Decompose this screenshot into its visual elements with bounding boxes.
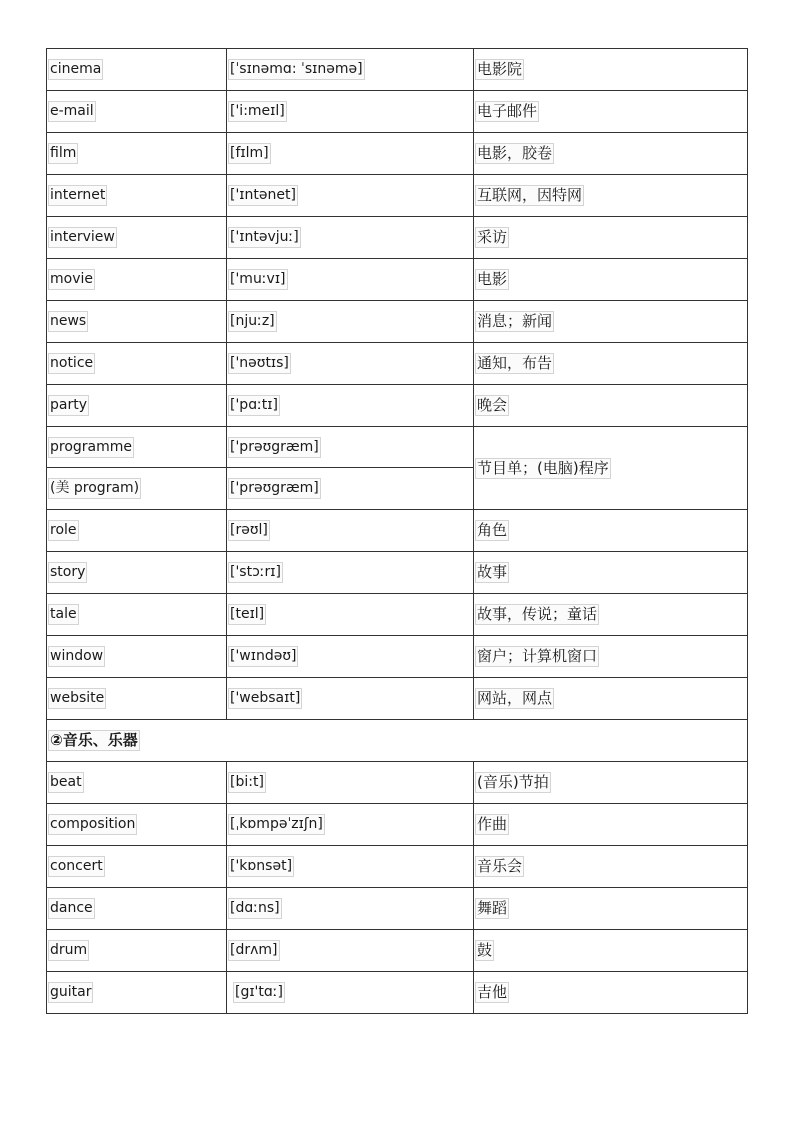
word-text: cinema	[48, 59, 103, 80]
word-cell	[47, 636, 227, 678]
phonetic-text: ['wɪndəʊ]	[228, 646, 298, 667]
section-header-cell	[47, 720, 748, 762]
word-text: website	[48, 688, 106, 709]
meaning-cell-merged	[474, 427, 748, 510]
phonetic-text: ['muːvɪ]	[228, 269, 288, 290]
meaning-text: 采访	[477, 228, 508, 246]
word-text: film	[48, 143, 78, 164]
word-cell	[47, 217, 227, 259]
meaning-text: 电影院	[477, 60, 523, 78]
word-cell	[47, 175, 227, 217]
table-row	[47, 594, 748, 636]
phonetic-text: ['nəʊtɪs]	[228, 353, 291, 374]
table-row	[47, 636, 748, 678]
word-text: dance	[48, 898, 95, 919]
word-cell	[47, 552, 227, 594]
meaning-text: 节目单；(电脑)程序	[477, 458, 609, 477]
meaning-text: 电影，胶卷	[477, 144, 553, 162]
phonetic-cell	[227, 91, 474, 133]
meaning-text: 鼓	[477, 941, 493, 959]
meaning-text: 舞蹈	[477, 899, 508, 917]
meaning-cell	[474, 804, 748, 846]
table-row	[47, 301, 748, 343]
phonetic-text: [teɪl]	[228, 604, 266, 625]
phonetic-text: ['prəʊgræm]	[228, 478, 321, 499]
table-row	[47, 91, 748, 133]
phonetic-text: ['kɒnsət]	[228, 856, 294, 877]
phonetic-text: ['prəʊgræm]	[228, 437, 321, 458]
meaning-cell	[474, 217, 748, 259]
table-row	[47, 972, 748, 1014]
meaning-cell	[474, 91, 748, 133]
word-text: news	[48, 311, 88, 332]
table-row	[47, 175, 748, 217]
table-row	[47, 343, 748, 385]
word-cell	[47, 385, 227, 427]
section-header-row	[47, 720, 748, 762]
table-row	[47, 552, 748, 594]
word-text: role	[48, 520, 79, 541]
phonetic-text: ['pɑːtɪ]	[228, 395, 280, 416]
word-cell	[47, 259, 227, 301]
table-row	[47, 762, 748, 804]
meaning-cell	[474, 972, 748, 1014]
word-cell	[47, 594, 227, 636]
word-text: beat	[48, 772, 84, 793]
meaning-text: 作曲	[477, 815, 508, 833]
word-cell	[47, 49, 227, 91]
meaning-cell	[474, 636, 748, 678]
meaning-text: 角色	[477, 521, 508, 539]
meaning-text: 故事，传说；童话	[477, 605, 598, 623]
meaning-cell	[474, 343, 748, 385]
word-cell	[47, 678, 227, 720]
meaning-cell	[474, 385, 748, 427]
word-text: notice	[48, 353, 95, 374]
meaning-text: 故事	[477, 563, 508, 581]
phonetic-text: [gɪ'tɑː]	[233, 982, 285, 1003]
table-row	[47, 427, 748, 468]
table-row	[47, 133, 748, 175]
meaning-cell	[474, 594, 748, 636]
table-row	[47, 804, 748, 846]
phonetic-cell	[227, 343, 474, 385]
phonetic-text: ['websaɪt]	[228, 688, 302, 709]
phonetic-cell	[227, 385, 474, 427]
word-cell	[47, 91, 227, 133]
word-text: composition	[48, 814, 137, 835]
phonetic-cell	[227, 510, 474, 552]
vocabulary-table	[46, 48, 748, 1014]
word-cell	[47, 930, 227, 972]
meaning-text: 晚会	[477, 396, 508, 414]
phonetic-cell	[227, 468, 474, 510]
meaning-text: 吉他	[477, 983, 508, 1001]
word-cell	[47, 762, 227, 804]
meaning-cell	[474, 930, 748, 972]
section-title: ②音乐、乐器	[50, 731, 138, 749]
word-cell	[47, 427, 227, 468]
phonetic-cell	[227, 678, 474, 720]
meaning-cell	[474, 552, 748, 594]
word-cell	[47, 133, 227, 175]
meaning-cell	[474, 510, 748, 552]
phonetic-cell	[227, 972, 474, 1014]
meaning-text: (音乐)节拍	[477, 773, 549, 791]
meaning-text: 电影	[477, 270, 508, 288]
word-cell	[47, 846, 227, 888]
meaning-text: 窗户；计算机窗口	[477, 647, 598, 665]
phonetic-cell	[227, 427, 474, 468]
table-row	[47, 49, 748, 91]
phonetic-text: [ˌkɒmpəˈzɪʃn]	[228, 814, 325, 835]
phonetic-text: [fɪlm]	[228, 143, 271, 164]
word-text: programme	[48, 437, 134, 458]
table-row	[47, 259, 748, 301]
meaning-cell	[474, 888, 748, 930]
meaning-cell	[474, 762, 748, 804]
phonetic-cell	[227, 636, 474, 678]
phonetic-text: [dɑːns]	[228, 898, 282, 919]
phonetic-cell	[227, 217, 474, 259]
word-text: drum	[48, 940, 89, 961]
word-text: concert	[48, 856, 105, 877]
word-text: (美 program)	[48, 478, 141, 499]
phonetic-cell	[227, 133, 474, 175]
meaning-cell	[474, 259, 748, 301]
meaning-text: 电子邮件	[477, 102, 538, 120]
word-text: story	[48, 562, 87, 583]
phonetic-cell	[227, 930, 474, 972]
word-cell	[47, 804, 227, 846]
word-cell	[47, 301, 227, 343]
word-cell	[47, 468, 227, 510]
meaning-cell	[474, 846, 748, 888]
phonetic-cell	[227, 594, 474, 636]
phonetic-cell	[227, 762, 474, 804]
table-row	[47, 385, 748, 427]
table-row	[47, 510, 748, 552]
word-cell	[47, 343, 227, 385]
table-row	[47, 678, 748, 720]
phonetic-text: [rəʊl]	[228, 520, 270, 541]
phonetic-text: ['ɪntənet]	[228, 185, 298, 206]
meaning-text: 通知，布告	[477, 354, 553, 372]
table-row	[47, 846, 748, 888]
word-text: window	[48, 646, 105, 667]
phonetic-text: [bi:t]	[228, 772, 266, 793]
meaning-text: 网站，网点	[477, 689, 553, 707]
word-text: internet	[48, 185, 107, 206]
word-cell	[47, 972, 227, 1014]
word-cell	[47, 888, 227, 930]
word-text: e-mail	[48, 101, 96, 122]
meaning-text: 互联网，因特网	[477, 186, 583, 204]
phonetic-text: [ˈsɪnəmɑ: ˈsɪnəmə]	[228, 59, 365, 80]
meaning-cell	[474, 678, 748, 720]
meaning-text: 音乐会	[477, 857, 523, 875]
meaning-cell	[474, 49, 748, 91]
word-cell	[47, 510, 227, 552]
meaning-cell	[474, 301, 748, 343]
phonetic-cell	[227, 804, 474, 846]
word-text: party	[48, 395, 89, 416]
phonetic-cell	[227, 846, 474, 888]
word-text: movie	[48, 269, 95, 290]
phonetic-cell	[227, 259, 474, 301]
word-text: interview	[48, 227, 117, 248]
meaning-text: 消息；新闻	[477, 312, 553, 330]
phonetic-text: ['i:meɪl]	[228, 101, 287, 122]
table-row	[47, 888, 748, 930]
phonetic-text: [njuːz]	[228, 311, 277, 332]
phonetic-cell	[227, 301, 474, 343]
phonetic-text: ['stɔːrɪ]	[228, 562, 283, 583]
word-text: guitar	[48, 982, 93, 1003]
phonetic-cell	[227, 552, 474, 594]
phonetic-cell	[227, 888, 474, 930]
meaning-cell	[474, 133, 748, 175]
phonetic-text: ['ɪntəvjuː]	[228, 227, 301, 248]
meaning-cell	[474, 175, 748, 217]
phonetic-cell	[227, 49, 474, 91]
table-row	[47, 217, 748, 259]
phonetic-cell	[227, 175, 474, 217]
table-row	[47, 930, 748, 972]
word-text: tale	[48, 604, 79, 625]
phonetic-text: [drʌm]	[228, 940, 280, 961]
